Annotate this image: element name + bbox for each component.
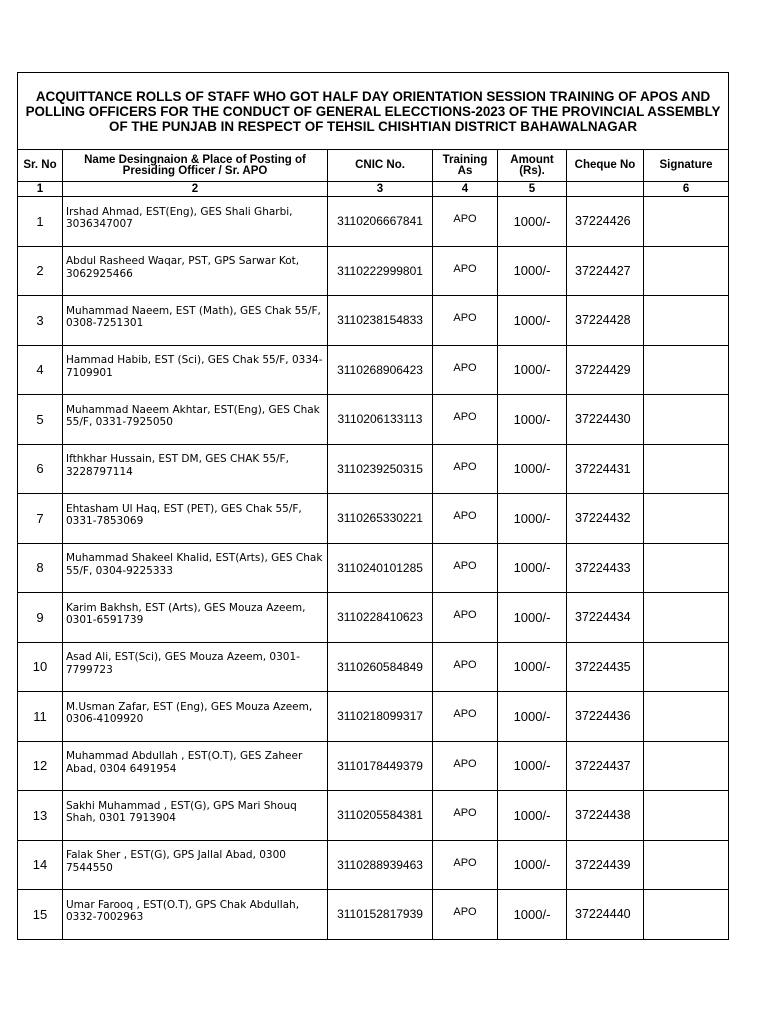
signature-cell[interactable] — [644, 494, 729, 544]
header-row — [18, 150, 729, 182]
serial-number: 3 — [18, 296, 63, 346]
signature-cell[interactable] — [644, 741, 729, 791]
amount: 1000/- — [498, 444, 567, 494]
cnic-number: 3110239250315 — [328, 444, 433, 494]
cnic-number: 3110228410623 — [328, 593, 433, 643]
serial-number: 5 — [18, 395, 63, 445]
table-row — [18, 444, 729, 494]
serial-number: 4 — [18, 345, 63, 395]
training-cell — [433, 444, 498, 494]
signature-cell[interactable] — [644, 395, 729, 445]
cheque-number: 37224438 — [567, 791, 644, 841]
table-row — [18, 642, 729, 692]
amount: 1000/- — [498, 494, 567, 544]
training-as: APO — [453, 411, 477, 424]
amount: 1000/- — [498, 642, 567, 692]
column-number-row — [18, 182, 729, 197]
serial-number: 8 — [18, 543, 63, 593]
serial-number: 7 — [18, 494, 63, 544]
training-cell — [433, 642, 498, 692]
acquittance-table — [17, 72, 729, 940]
table-row — [18, 791, 729, 841]
officer-name-cell — [63, 543, 328, 593]
signature-cell[interactable] — [644, 890, 729, 940]
amount: 1000/- — [498, 296, 567, 346]
officer-name: Umar Farooq , EST(O.T), GPS Chak Abdullah, 0332-7002963 — [66, 898, 300, 924]
training-cell — [433, 692, 498, 742]
table-row — [18, 197, 729, 247]
signature-cell[interactable] — [644, 296, 729, 346]
training-as: APO — [453, 213, 477, 226]
training-cell — [433, 246, 498, 296]
amount: 1000/- — [498, 840, 567, 890]
officer-name-cell — [63, 345, 328, 395]
training-cell — [433, 791, 498, 841]
officer-name-cell — [63, 741, 328, 791]
training-cell — [433, 197, 498, 247]
cheque-number: 37224431 — [567, 444, 644, 494]
colnum-name: 2 — [63, 182, 328, 197]
training-as: APO — [453, 361, 477, 374]
cheque-number: 37224436 — [567, 692, 644, 742]
cheque-number: 37224439 — [567, 840, 644, 890]
amount: 1000/- — [498, 791, 567, 841]
serial-number: 10 — [18, 642, 63, 692]
amount: 1000/- — [498, 741, 567, 791]
officer-name: Karim Bakhsh, EST (Arts), GES Mouza Azeem, 0301-6591739 — [66, 601, 306, 627]
serial-number: 1 — [18, 197, 63, 247]
training-cell — [433, 345, 498, 395]
header-training: Training As — [433, 150, 498, 182]
signature-cell[interactable] — [644, 791, 729, 841]
training-as: APO — [453, 609, 477, 622]
amount: 1000/- — [498, 197, 567, 247]
officer-name-cell — [63, 692, 328, 742]
serial-number: 12 — [18, 741, 63, 791]
training-as: APO — [453, 262, 477, 275]
colnum-signature: 6 — [644, 182, 729, 197]
training-cell — [433, 494, 498, 544]
cnic-number: 3110205584381 — [328, 791, 433, 841]
header-cnic: CNIC No. — [328, 150, 433, 182]
signature-cell[interactable] — [644, 642, 729, 692]
table-row — [18, 741, 729, 791]
signature-cell[interactable] — [644, 692, 729, 742]
officer-name: Sakhi Muhammad , EST(G), GPS Mari Shouq Shah, 0301 7913904 — [66, 799, 297, 825]
cheque-number: 37224430 — [567, 395, 644, 445]
colnum-cnic: 3 — [328, 182, 433, 197]
cheque-number: 37224429 — [567, 345, 644, 395]
table-row — [18, 494, 729, 544]
signature-cell[interactable] — [644, 246, 729, 296]
cheque-number: 37224433 — [567, 543, 644, 593]
cheque-number: 37224437 — [567, 741, 644, 791]
cheque-number: 37224432 — [567, 494, 644, 544]
table-row — [18, 840, 729, 890]
training-cell — [433, 395, 498, 445]
signature-cell[interactable] — [644, 197, 729, 247]
serial-number: 13 — [18, 791, 63, 841]
officer-name-cell — [63, 642, 328, 692]
cnic-number: 3110178449379 — [328, 741, 433, 791]
amount: 1000/- — [498, 543, 567, 593]
cheque-number: 37224434 — [567, 593, 644, 643]
cnic-number: 3110206133113 — [328, 395, 433, 445]
serial-number: 9 — [18, 593, 63, 643]
serial-number: 2 — [18, 246, 63, 296]
table-row — [18, 593, 729, 643]
acquittance-roll-sheet — [17, 72, 728, 940]
table-row — [18, 246, 729, 296]
signature-cell[interactable] — [644, 345, 729, 395]
officer-name: Falak Sher , EST(G), GPS Jallal Abad, 0300 7544550 — [66, 849, 286, 874]
officer-name: Muhammad Naeem, EST (Math), GES Chak 55/F, 0308-7251301 — [66, 304, 321, 330]
training-as: APO — [453, 510, 477, 523]
training-as: APO — [453, 906, 477, 919]
officer-name-cell — [63, 246, 328, 296]
officer-name-cell — [63, 791, 328, 841]
header-amount: Amount (Rs). — [498, 150, 567, 182]
cnic-number: 3110218099317 — [328, 692, 433, 742]
header-name: Name Desingnaion & Place of Posting of Presiding Officer / Sr. APO — [63, 150, 328, 182]
header-signature: Signature — [644, 150, 729, 182]
cnic-number: 3110288939463 — [328, 840, 433, 890]
colnum-cheque — [567, 182, 644, 197]
training-as: APO — [453, 559, 477, 572]
officer-name: Irshad Ahmad, EST(Eng), GES Shali Gharbi, 3036347007 — [66, 205, 293, 231]
header-sr: Sr. No — [18, 150, 63, 182]
cheque-number: 37224435 — [567, 642, 644, 692]
colnum-training: 4 — [433, 182, 498, 197]
serial-number: 14 — [18, 840, 63, 890]
training-cell — [433, 593, 498, 643]
training-as: APO — [453, 856, 477, 869]
signature-cell[interactable] — [644, 543, 729, 593]
colnum-sr: 1 — [18, 182, 63, 197]
officer-name-cell — [63, 444, 328, 494]
signature-cell[interactable] — [644, 840, 729, 890]
officer-name: Ehtasham Ul Haq, EST (PET), GES Chak 55/F, 0331-7853069 — [66, 502, 302, 528]
signature-cell[interactable] — [644, 444, 729, 494]
training-as: APO — [453, 807, 477, 820]
officer-name-cell — [63, 840, 328, 890]
serial-number: 6 — [18, 444, 63, 494]
officer-name: Hammad Habib, EST (Sci), GES Chak 55/F, 0334-7109901 — [66, 354, 323, 379]
amount: 1000/- — [498, 395, 567, 445]
cnic-number: 3110265330221 — [328, 494, 433, 544]
training-as: APO — [453, 312, 477, 325]
training-cell — [433, 296, 498, 346]
cnic-number: 3110152817939 — [328, 890, 433, 940]
amount: 1000/- — [498, 246, 567, 296]
table-row — [18, 890, 729, 940]
training-cell — [433, 890, 498, 940]
cheque-number: 37224427 — [567, 246, 644, 296]
officer-name: Asad Ali, EST(Sci), GES Mouza Azeem, 0301-7799723 — [66, 651, 300, 676]
amount: 1000/- — [498, 890, 567, 940]
officer-name-cell — [63, 593, 328, 643]
officer-name: Ifthkhar Hussain, EST DM, GES CHAK 55/F, 3228797114 — [66, 453, 289, 478]
officer-name: Muhammad Shakeel Khalid, EST(Arts), GES Chak 55/F, 0304-9225333 — [66, 552, 323, 577]
officer-name-cell — [63, 494, 328, 544]
cnic-number: 3110268906423 — [328, 345, 433, 395]
officer-name-cell — [63, 890, 328, 940]
cnic-number: 3110260584849 — [328, 642, 433, 692]
cheque-number: 37224426 — [567, 197, 644, 247]
table-row — [18, 543, 729, 593]
officer-name-cell — [63, 296, 328, 346]
training-as: APO — [453, 658, 477, 671]
training-cell — [433, 543, 498, 593]
cheque-number: 37224428 — [567, 296, 644, 346]
training-as: APO — [453, 708, 477, 721]
cnic-number: 3110240101285 — [328, 543, 433, 593]
colnum-amount: 5 — [498, 182, 567, 197]
cnic-number: 3110206667841 — [328, 197, 433, 247]
officer-name: M.Usman Zafar, EST (Eng), GES Mouza Azeem, 0306-4109920 — [66, 700, 313, 726]
officer-name: Muhammad Naeem Akhtar, EST(Eng), GES Chak 55/F, 0331-7925050 — [66, 403, 320, 429]
training-as: APO — [453, 757, 477, 770]
officer-name-cell — [63, 197, 328, 247]
table-row — [18, 296, 729, 346]
signature-cell[interactable] — [644, 593, 729, 643]
officer-name-cell — [63, 395, 328, 445]
table-row — [18, 345, 729, 395]
cnic-number: 3110222999801 — [328, 246, 433, 296]
serial-number: 15 — [18, 890, 63, 940]
table-row — [18, 692, 729, 742]
cheque-number: 37224440 — [567, 890, 644, 940]
amount: 1000/- — [498, 345, 567, 395]
serial-number: 11 — [18, 692, 63, 742]
table-row — [18, 395, 729, 445]
training-cell — [433, 840, 498, 890]
amount: 1000/- — [498, 692, 567, 742]
amount: 1000/- — [498, 593, 567, 643]
document-title: ACQUITTANCE ROLLS OF STAFF WHO GOT HALF DAY ORIENTATION SESSION TRAINING OF APOS AND POLLING OFFICERS FOR THE CONDUCT OF GENERAL ELECCTIONS-2023 OF THE PROVINCIAL ASSEMBLY OF THE PUNJAB IN RESPECT OF TEHSIL CHISHTIAN DISTRICT BAHAWALNAGAR — [18, 73, 729, 150]
officer-name: Abdul Rasheed Waqar, PST, GPS Sarwar Kot, 3062925466 — [66, 255, 300, 280]
training-cell — [433, 741, 498, 791]
header-cheque: Cheque No — [567, 150, 644, 182]
cnic-number: 3110238154833 — [328, 296, 433, 346]
officer-name: Muhammad Abdullah , EST(O.T), GES Zaheer Abad, 0304 6491954 — [66, 750, 303, 775]
training-as: APO — [453, 460, 477, 473]
